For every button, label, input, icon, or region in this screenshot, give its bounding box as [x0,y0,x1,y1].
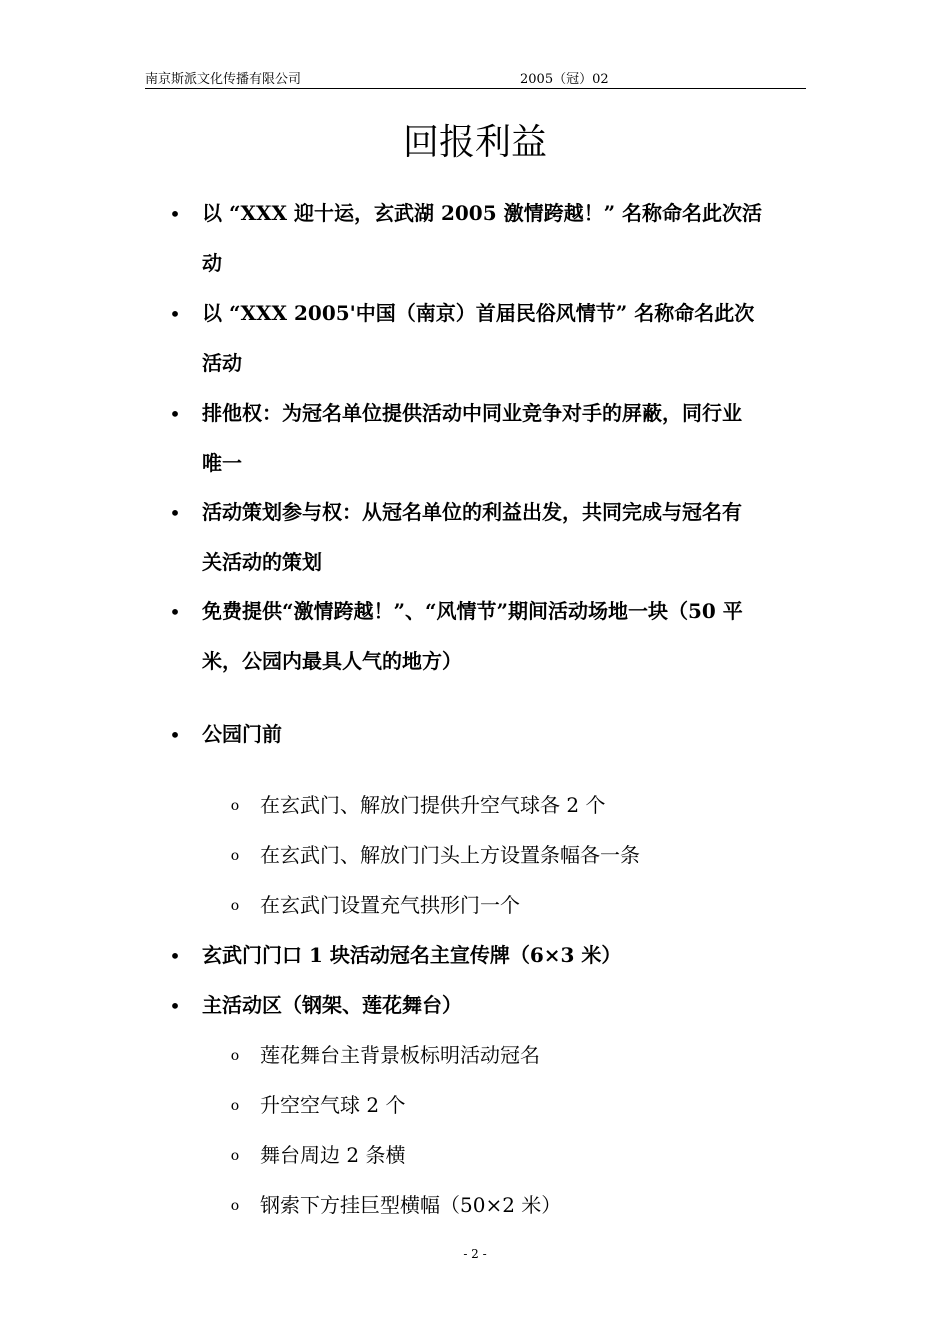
list-item-text: 玄武门门口 1 块活动冠名主宣传牌（6×3 米） [202,943,622,967]
bullet-icon: • [169,600,181,624]
list-item-text: 以 “XXX 2005'中国（南京）首届民俗风情节” 名称命名此次 活动 [202,301,755,375]
header-document-code: 2005（冠）02 [520,72,609,87]
sub-list-item-text: 在玄武门、解放门提供升空气球各 2 个 [260,793,606,817]
header-company: 南京斯派文化传播有限公司 [145,72,302,87]
sub-bullet-icon: o [230,1198,240,1214]
sub-list-item-text: 钢索下方挂巨型横幅（50×2 米） [260,1193,562,1217]
list-item-text: 免费提供“激情跨越！”、“风情节”期间活动场地一块（50 平 米，公园内最具人气的地方） [202,599,743,673]
sub-list-item-text: 莲花舞台主背景板标明活动冠名 [260,1043,540,1067]
page-title: 回报利益 [402,122,547,163]
bullet-icon: • [169,402,181,426]
list-item-text: 活动策划参与权：从冠名单位的利益出发，共同完成与冠名有 关活动的策划 [202,500,742,574]
sub-list-item-text: 舞台周边 2 条横 [260,1143,406,1167]
list-item-text: 公园门前 [202,722,282,746]
sub-bullet-icon: o [230,1048,240,1064]
sub-bullet-icon: o [230,898,240,914]
bullet-icon: • [169,723,181,747]
sub-list-item-text: 在玄武门、解放门门头上方设置条幅各一条 [260,843,640,867]
sub-bullet-icon: o [230,848,240,864]
sub-list-item-text: 升空空气球 2 个 [260,1093,406,1117]
bullet-icon: • [169,944,181,968]
list-item-text: 排他权：为冠名单位提供活动中同业竞争对手的屏蔽，同行业 唯一 [202,401,742,475]
list-item-text: 主活动区（钢架、莲花舞台） [202,993,462,1017]
page-header [145,66,806,89]
bullet-icon: • [169,302,181,326]
bullet-icon: • [169,994,181,1018]
sub-bullet-icon: o [230,1098,240,1114]
page-number: - 2 - [463,1247,487,1261]
sub-bullet-icon: o [230,798,240,814]
sub-bullet-icon: o [230,1148,240,1164]
list-item-text: 以 “XXX 迎十运，玄武湖 2005 激情跨越！” 名称命名此次活 动 [202,201,763,275]
sub-list-item-text: 在玄武门设置充气拱形门一个 [260,893,520,917]
bullet-icon: • [169,501,181,525]
bullet-icon: • [169,202,181,226]
